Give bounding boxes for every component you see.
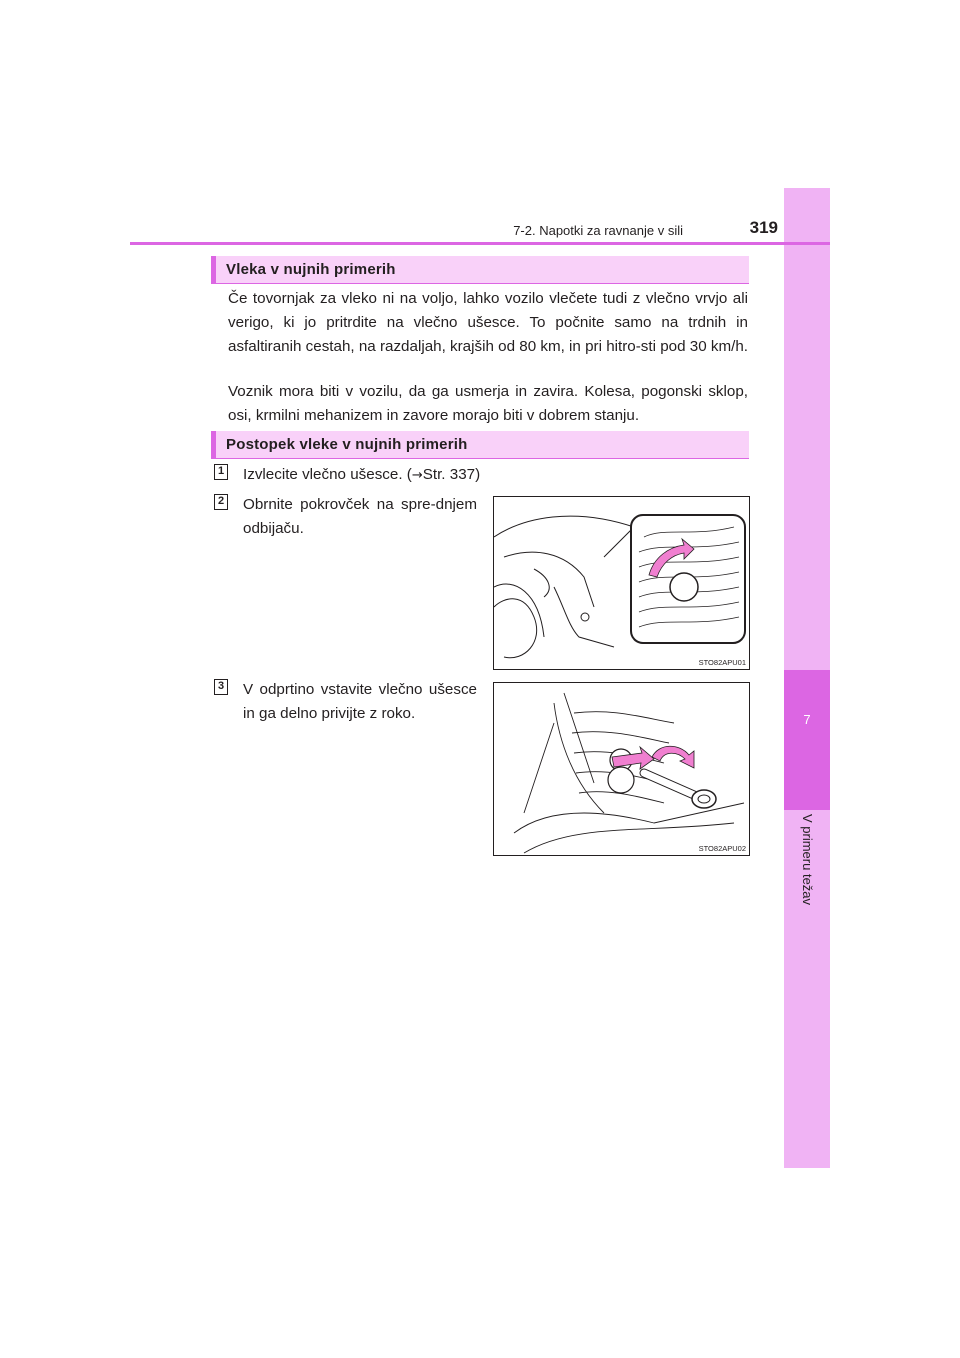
chapter-tab-active	[784, 670, 830, 810]
step-number-badge: 2	[214, 494, 228, 510]
tow-hook-illustration	[494, 683, 750, 856]
paragraph-driver-requirements: Voznik mora biti v vozilu, da ga usmerja in zavira. Kolesa, pogonski sklop, osi, krmilni mehanizem in zavore morajo biti v dobrem stanju.	[228, 383, 748, 424]
header-section-title: 7-2. Napotki za ravnanje v sili	[513, 223, 683, 238]
figure-code: STO82APU01	[698, 658, 746, 667]
figure-bumper-cover	[493, 496, 750, 670]
bumper-cover-illustration	[494, 497, 750, 670]
step-1-text: Izvlecite vlečno ušesce. (→Str. 337)	[243, 466, 481, 483]
section-heading-emergency-towing: Vleka v nujnih primerih	[211, 256, 749, 284]
header-divider	[130, 242, 830, 245]
step-2-text: Obrnite pokrovček na spre-dnjem odbijaču.	[243, 496, 477, 537]
chapter-number: 7	[803, 712, 811, 727]
step-3-text: V odprtino vstavite vlečno ušesce in ga delno privijte z roko.	[243, 681, 477, 722]
section-heading-towing-procedure: Postopek vleke v nujnih primerih	[211, 431, 749, 459]
page-reference-link[interactable]: Str. 337)	[422, 466, 481, 483]
step-number-badge: 1	[214, 464, 228, 480]
arrow-right-icon: →	[411, 468, 423, 483]
figure-code: STO82APU02	[698, 844, 746, 853]
figure-tow-hook-insert	[493, 682, 750, 856]
paragraph-towing-conditions: Če tovornjak za vleko ni na voljo, lahko vozilo vlečete tudi z vlečno vrvjo ali verigo, ki jo pritrdite na vlečno ušesce. To počnite samo na trdnih in asfaltiranih cestah, na razdaljah, krajših od 80 km, in pri hitro-sti pod 30 km/h.	[228, 290, 749, 355]
step-number-badge: 3	[214, 679, 228, 695]
chapter-title: V primeru težav	[800, 814, 815, 906]
page-number: 319	[749, 218, 778, 237]
